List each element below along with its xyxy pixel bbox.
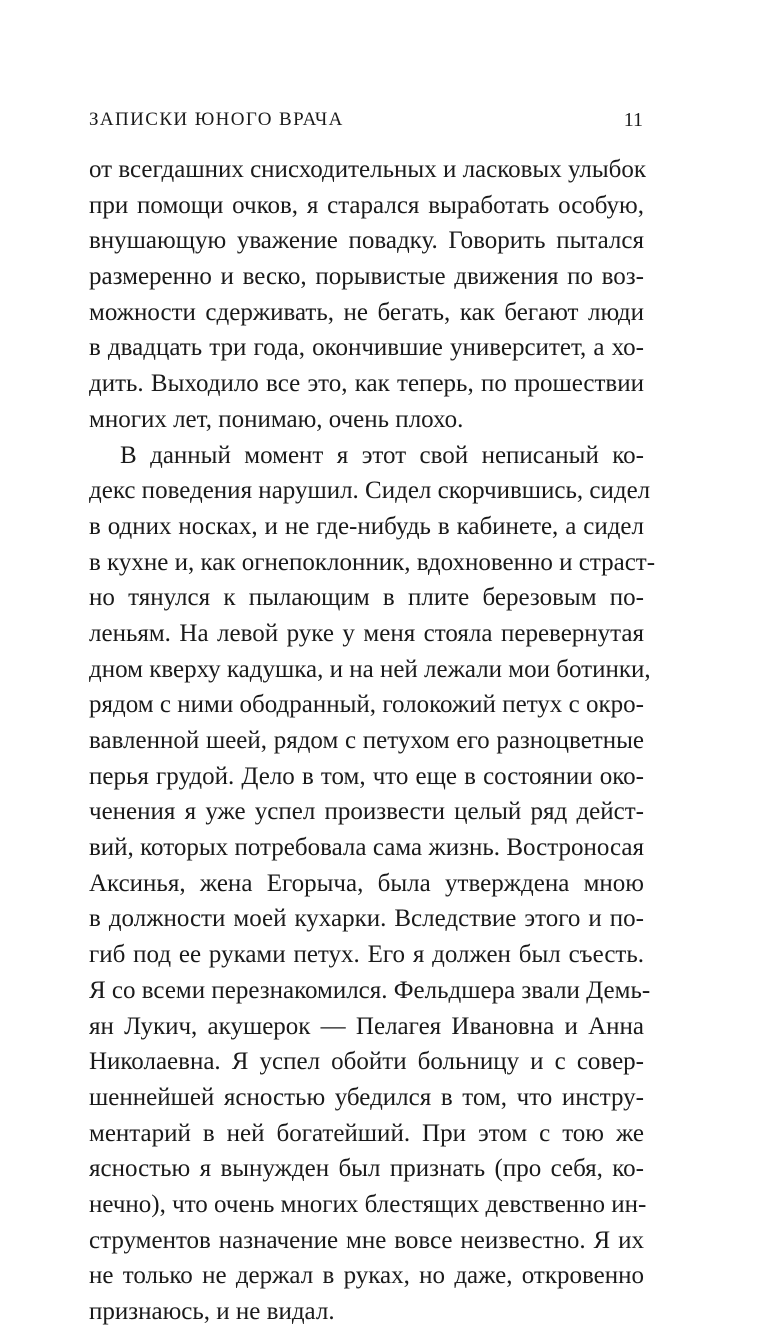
- text-line: признаюсь, и не видал.: [89, 1298, 335, 1325]
- text-line: в должности моей кухарки. Вследствие этого и по-: [89, 905, 644, 933]
- text-line: в кухне и, как огнепоклонник, вдохновенно и страст-: [89, 548, 656, 576]
- text-line: леньям. На левой руке у меня стояла перевернутая: [89, 619, 644, 647]
- text-line: в двадцать три года, окончившие университет, а хо-: [89, 334, 644, 362]
- text-line: рядом с ними ободранный, голокожий петух с окро-: [89, 691, 644, 719]
- paragraph: [89, 438, 656, 1330]
- text-line: ченения я уже успел произвести целый ряд дейст-: [89, 798, 644, 826]
- text-line: гиб под ее руками петух. Его я должен был съесть.: [89, 941, 644, 969]
- text-line: нечно), что очень многих блестящих девственно ин-: [89, 1190, 647, 1218]
- text-line: декс поведения нарушил. Сидел скорчившись, сидел: [89, 477, 651, 505]
- text-line: при помощи очков, я старался выработать особую,: [89, 191, 644, 219]
- text-line: В данный момент я этот свой неписаный ко-: [120, 441, 644, 469]
- text-line: шеннейшей ясностью убедился в том, что инстру-: [89, 1083, 644, 1111]
- running-title: ЗАПИСКИ ЮНОГО ВРАЧА: [89, 109, 344, 130]
- text-line: ясностью я вынужден был признать (про себя, ко-: [89, 1155, 644, 1183]
- text-line: перья грудой. Дело в том, что еще в состоянии око-: [89, 762, 644, 790]
- body-text: [89, 152, 656, 1330]
- page-number: 11: [623, 109, 643, 131]
- text-line: внушающую уважение повадку. Говорить пытался: [89, 227, 644, 255]
- text-line: ян Лукич, акушерок — Пелагея Ивановна и Анна: [89, 1012, 644, 1040]
- text-line: Я со всеми перезнакомился. Фельдшера звали Демь-: [89, 976, 651, 1004]
- text-line: не только не держал в руках, но даже, откровенно: [89, 1262, 644, 1290]
- text-line: многих лет, понимаю, очень плохо.: [89, 405, 464, 433]
- text-line: дить. Выходило все это, как теперь, по прошествии: [89, 370, 644, 398]
- text-line: можности сдерживать, не бегать, как бегают люди: [89, 298, 644, 326]
- text-line: в одних носках, и не где-нибудь в кабинете, а сидел: [89, 512, 644, 540]
- text-line: но тянулся к пылающим в плите березовым по-: [89, 584, 644, 612]
- text-line: Николаевна. Я успел обойти больницу и с совер-: [89, 1048, 644, 1076]
- text-line: Аксинья, жена Егорыча, была утверждена мною: [89, 869, 644, 897]
- paragraph: [89, 152, 647, 438]
- text-line: струментов назначение мне вовсе неизвестно. Я их: [89, 1226, 644, 1254]
- running-head: [0, 105, 768, 135]
- text-line: вавленной шеей, рядом с петухом его разноцветные: [89, 727, 644, 754]
- text-line: дном кверху кадушка, и на ней лежали мои ботинки,: [89, 655, 651, 683]
- text-line: от всегдашних снисходительных и ласковых улыбок: [89, 156, 647, 183]
- text-line: вий, которых потребовала сама жизнь. Востроносая: [89, 834, 644, 862]
- text-line: размеренно и веско, порывистые движения по воз-: [89, 263, 644, 291]
- text-line: ментарий в ней богатейший. При этом с тою же: [89, 1119, 644, 1147]
